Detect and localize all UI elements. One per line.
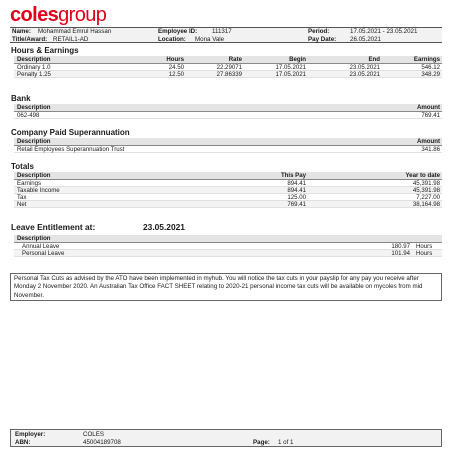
col-begin: Begin xyxy=(289,56,306,63)
col-rate: Rate xyxy=(228,56,242,63)
page-label: Page: xyxy=(253,439,270,446)
employee-header xyxy=(10,27,442,43)
table-row: Taxable Income 894.41 45,391.98 xyxy=(14,187,442,194)
table-row: Personal Leave 101.94 Hours xyxy=(14,250,442,257)
superannuation-title: Company Paid Superannuation xyxy=(11,128,130,137)
table-header xyxy=(14,56,442,64)
period-label: Period: xyxy=(308,28,330,35)
superannuation-table xyxy=(14,138,442,153)
employee-id: 111317 xyxy=(212,28,232,35)
table-header: Description This Pay Year to date xyxy=(14,172,442,180)
employer-label: Employer: xyxy=(15,431,46,438)
title-award: RETAIL1-AD xyxy=(53,35,89,43)
table-row: Retail Employees Superannuation Trust 341.86 xyxy=(14,146,442,153)
col-earnings: Earnings xyxy=(413,56,440,63)
bank-title: Bank xyxy=(11,94,31,103)
payslip-page xyxy=(8,4,444,448)
leave-entitlement-heading xyxy=(11,222,185,232)
abn-label: ABN: xyxy=(15,439,31,446)
abn: 45004189708 xyxy=(83,439,121,446)
table-row: Penalty 1.25 12.50 27.86339 17.05.2021 23.05.2021 348.29 xyxy=(14,71,442,78)
payslip-footer xyxy=(10,429,442,447)
pay-date-label: Pay Date: xyxy=(308,35,337,43)
col-description: Description xyxy=(17,56,51,63)
hours-earnings-table xyxy=(14,56,442,78)
col-end: End xyxy=(368,56,380,63)
bank-table xyxy=(14,104,442,119)
location: Mona Vale xyxy=(195,35,225,43)
table-row: Annual Leave 180.97 Hours xyxy=(14,243,442,250)
coles-group-logo: colesgroup xyxy=(10,4,107,26)
totals-title: Totals xyxy=(11,162,34,171)
title-label: Title/Award: xyxy=(12,35,48,43)
col-hours: Hours xyxy=(166,56,184,63)
table-header: Description Amount xyxy=(14,104,442,112)
period: 17.05.2021 - 23.05.2021 xyxy=(350,28,418,35)
leave-date: 23.05.2021 xyxy=(143,222,185,232)
leave-table xyxy=(14,235,442,257)
name-label: Name: xyxy=(12,28,31,35)
table-header: Description Amount xyxy=(14,138,442,146)
leave-title: Leave Entitlement at: xyxy=(11,222,96,232)
pay-date: 26.05.2021 xyxy=(350,35,381,43)
location-label: Location: xyxy=(158,35,186,43)
tax-cuts-notice: Personal Tax Cuts as advised by the ATO have been implemented in myhub. You will notice the tax cuts in your payslip for any pay you receive after Monday 2 November 2020. An Australian Tax Office FACT SHEET relating to 2020-21 personal income tax cuts will be available on mycoles from mid November. xyxy=(10,273,442,301)
table-row: 062-498 769.41 xyxy=(14,112,442,119)
employer: COLES xyxy=(83,431,104,438)
page-number: 1 of 1 xyxy=(278,439,294,446)
table-row: Tax 125.00 7,227.00 xyxy=(14,194,442,201)
table-row: Earnings 894.41 45,391.98 xyxy=(14,180,442,187)
employee-name: Mohammad Emrul Hassan xyxy=(38,28,112,35)
totals-table xyxy=(14,172,442,208)
employee-id-label: Employee ID: xyxy=(158,28,198,35)
table-header: Description xyxy=(14,235,442,243)
table-row: Net 769.41 38,164.98 xyxy=(14,201,442,208)
table-row: Ordinary 1.0 24.50 22.29071 17.05.2021 23.05.2021 546.12 xyxy=(14,64,442,71)
hours-earnings-title: Hours & Earnings xyxy=(11,46,79,55)
